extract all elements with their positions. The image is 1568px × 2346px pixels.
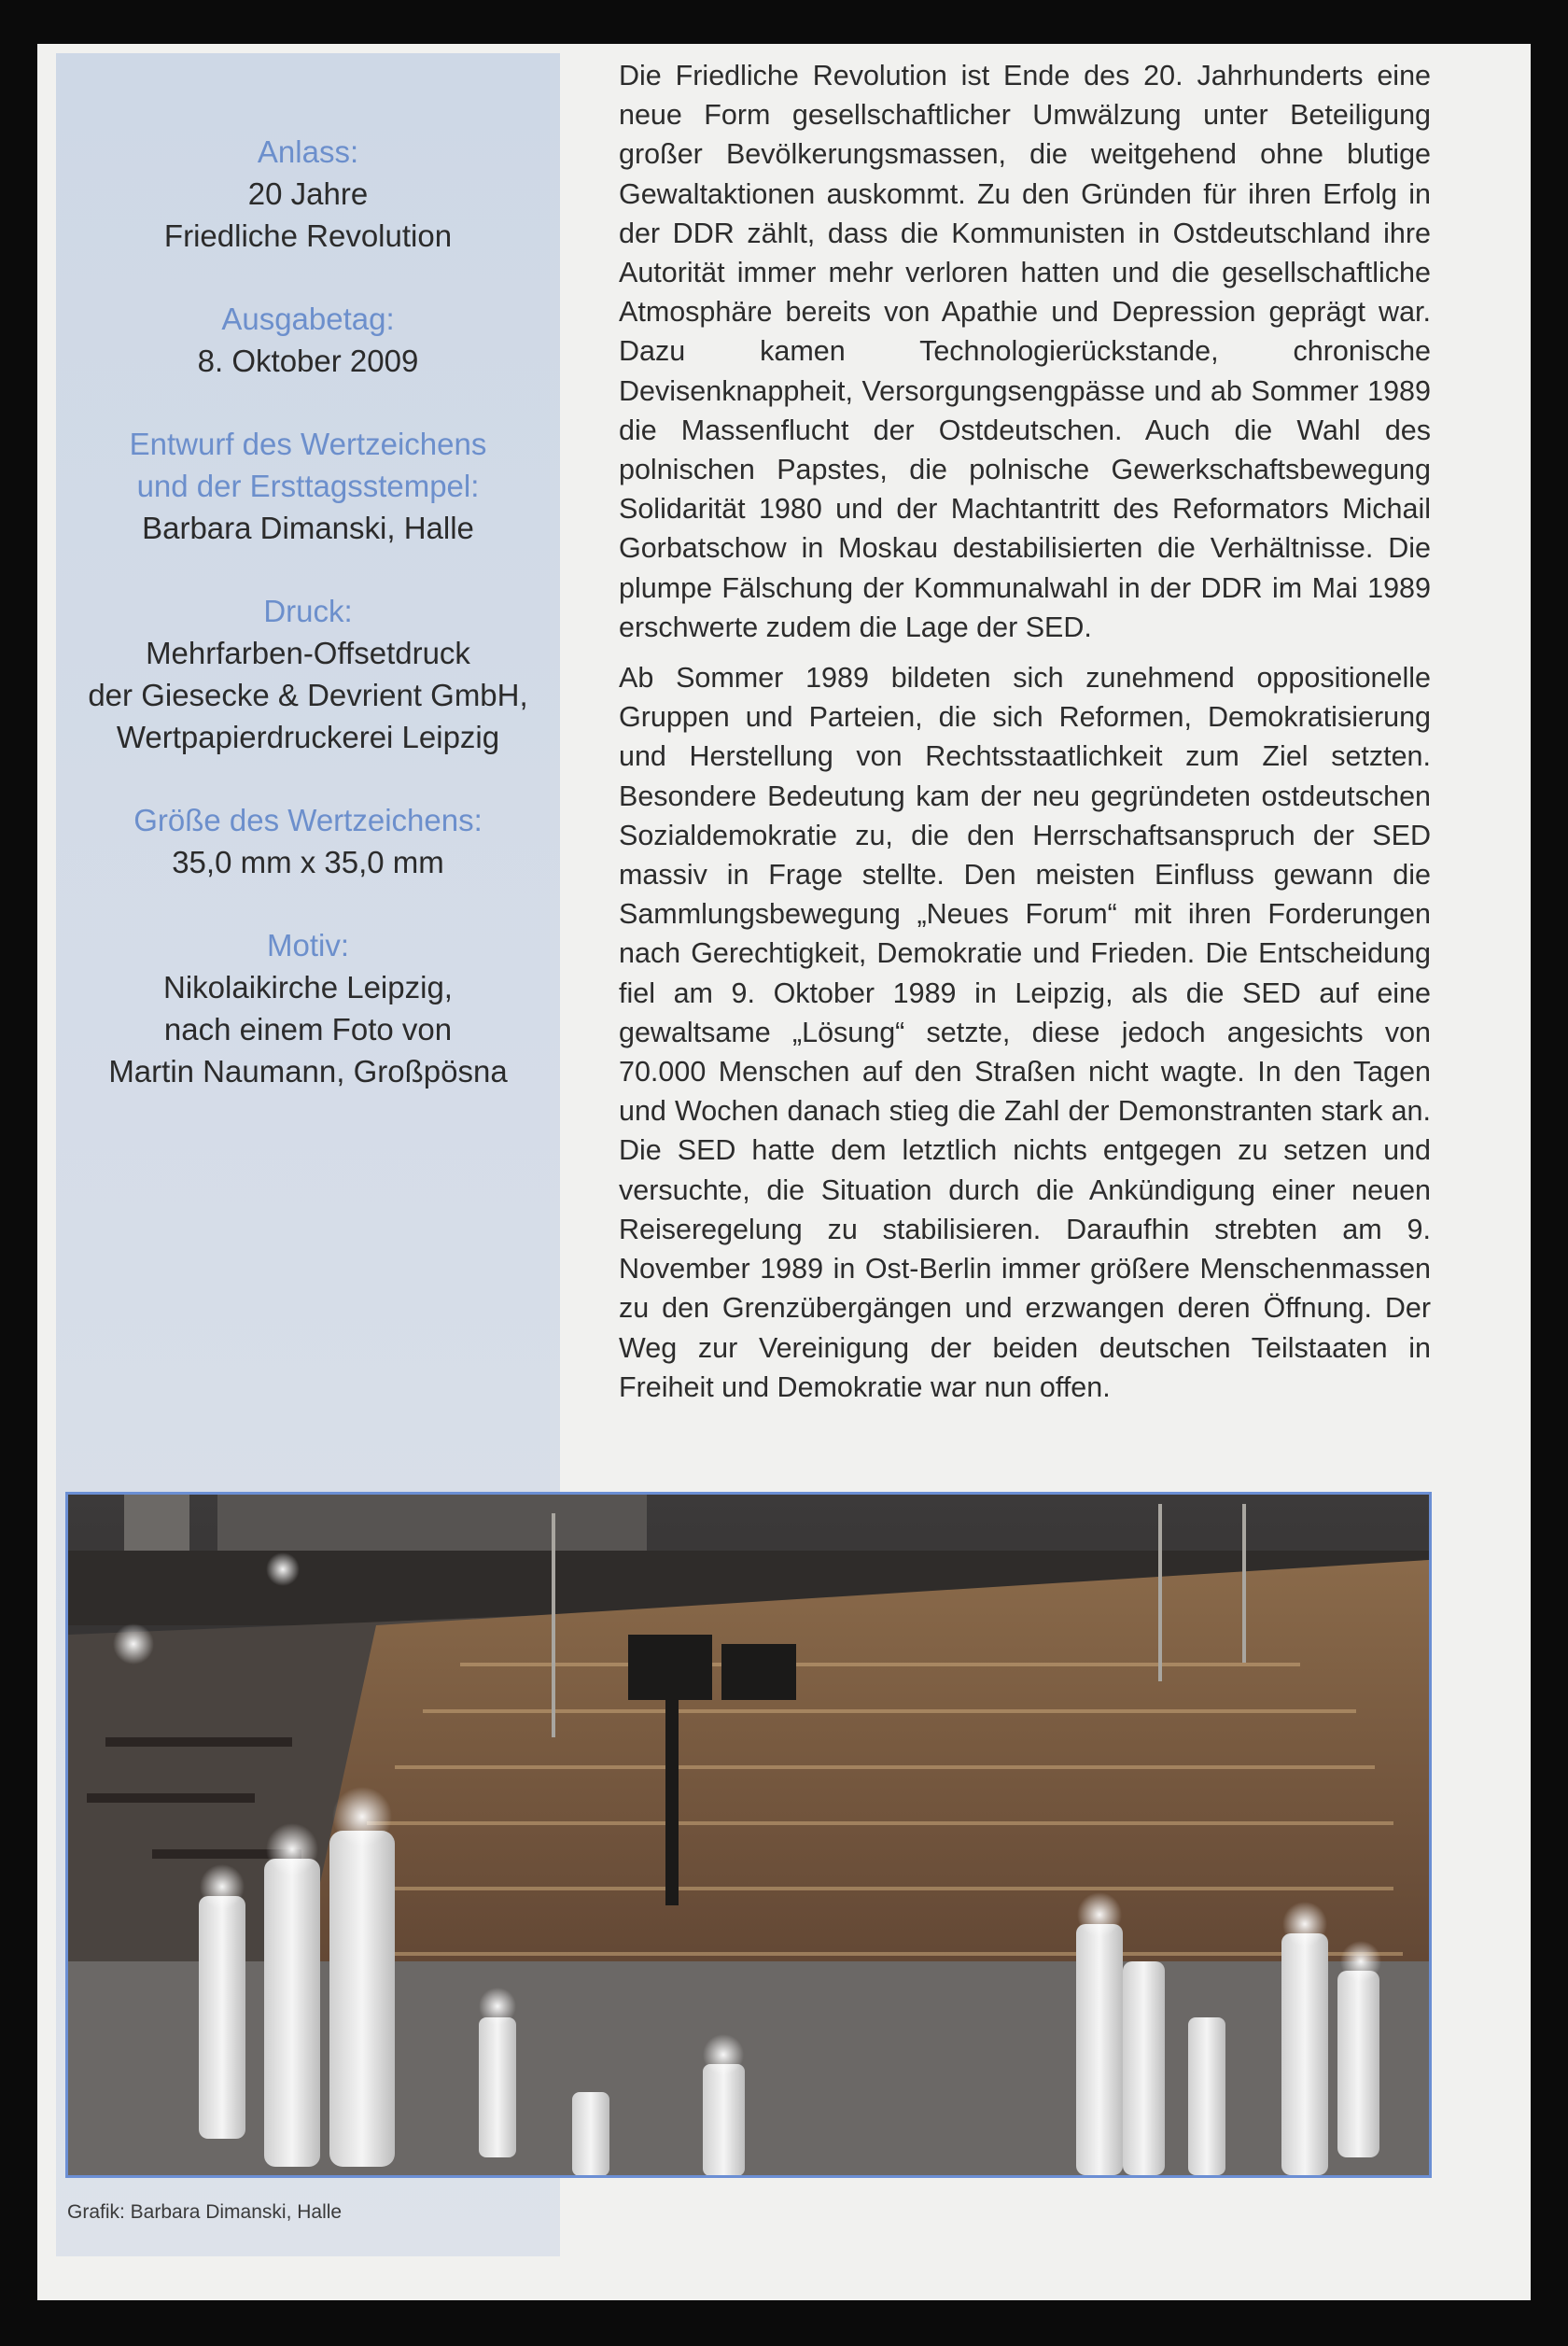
info-label-druck: Druck: xyxy=(263,594,353,628)
info-value: 20 Jahre xyxy=(247,176,369,211)
info-anlass xyxy=(56,131,560,257)
info-value: Mehrfarben-Offsetdruck xyxy=(146,636,470,670)
article-paragraph: Ab Sommer 1989 bildeten sich zunehmend oppositionelle Gruppen und Parteien, die sich Reformen, Demokratisierung und Herstellung von Rechtsstaatlichkeit zum Ziel setzten. Besondere Bedeutung kam der neu gegründeten ostdeutschen Sozialdemokratie zu, die den Herrschaftsanspruch der SED massiv in Frage stellte. Den meisten Einfluss gewann die Sammlungsbewegung „Neues Forum“ mit ihren Forderungen nach Gerechtigkeit, Demokratie und Frieden. Die Entscheidung fiel am 9. Oktober 1989 in Leipzig, als die SED auf eine gewaltsame „Lösung“ setzte, diese jedoch angesichts von 70.000 Menschen auf den Straßen nicht wagte. In den Tagen und Wochen danach stieg die Zahl der Demonstranten stark an. Die SED hatte dem letztlich nichts entgegen zu setzen und versuchte, die Situation durch die Ankündigung einer neuen Reiseregelung zu stabilisieren. Daraufhin strebten am 9. November 1989 in Ost-Berlin immer größere Menschenmassen zu den Grenzübergängen und erzwangen deren Öffnung. Der Weg zur Vereinigung der beiden deutschen Teilstaaten in Freiheit und Demokratie war nun offen. xyxy=(619,662,1431,1403)
building-facade xyxy=(217,1495,647,1560)
info-label-motiv: Motiv: xyxy=(266,928,349,962)
candle xyxy=(572,2092,609,2175)
candle xyxy=(199,1896,245,2139)
candle xyxy=(703,2064,745,2175)
info-groesse xyxy=(56,799,560,883)
article-body xyxy=(619,56,1431,1418)
info-value: Barbara Dimanski, Halle xyxy=(142,511,474,545)
info-value: Martin Naumann, Großpösna xyxy=(108,1054,508,1089)
info-value: Wertpapierdruckerei Leipzig xyxy=(116,720,500,754)
street-light xyxy=(266,1552,300,1586)
info-value: 8. Oktober 2009 xyxy=(197,344,419,378)
info-value: 35,0 mm x 35,0 mm xyxy=(172,845,444,879)
candle xyxy=(329,1831,395,2167)
info-label-entwurf: Entwurf des Wertzeichens xyxy=(129,427,487,461)
info-value: nach einem Foto von xyxy=(163,1012,453,1047)
info-label-ausgabetag: Ausgabetag: xyxy=(221,302,395,336)
info-value: Nikolaikirche Leipzig, xyxy=(163,970,453,1004)
photo-credit: Grafik: Barbara Dimanski, Halle xyxy=(67,2201,343,2223)
photo-illustration xyxy=(68,1495,1429,2175)
candle xyxy=(264,1859,320,2167)
street-light xyxy=(113,1623,154,1665)
info-entwurf xyxy=(56,423,560,549)
info-ausgabetag xyxy=(56,298,560,382)
info-label-entwurf-2: und der Ersttagsstempel: xyxy=(136,469,480,503)
candle xyxy=(479,2017,516,2157)
info-label-groesse: Größe des Wertzeichens: xyxy=(133,803,483,837)
candle xyxy=(1281,1933,1328,2175)
candle xyxy=(1188,2017,1225,2175)
stamp-info xyxy=(56,131,560,1133)
info-value: Friedliche Revolution xyxy=(163,218,453,253)
article-paragraph: Die Friedliche Revolution ist Ende des 20. Jahrhunderts eine neue Form gesellschaftlicher Umwälzung unter Beteiligung großer Bevölkerungsmassen, die weitgehend ohne blutige Gewaltaktionen auskommt. Zu den Gründen für ihren Erfolg in der DDR zählt, dass die Kommunisten in Ostdeutschland ihre Autorität immer mehr verloren hatten und die gesellschaftliche Atmosphäre bereits von Apathie und Depression geprägt war. Dazu kamen Technologierückstande, chronische Devisenknappheit, Versorgungsengpässe und ab Sommer 1989 die Massenflucht der Ostdeutschen. Auch die Wahl des polnischen Papstes, die polnische Gewerkschaftsbewegung Solidarität 1980 und der Machtantritt des Reformators Michail Gorbatschow in Moskau destabilisierten die Verhältnisse. Die plumpe Fälschung der Kommunalwahl in der DDR im Mai 1989 erschwerte zudem die Lage der SED. xyxy=(619,60,1431,643)
info-label-anlass: Anlass: xyxy=(257,134,359,169)
info-druck xyxy=(56,590,560,758)
candle xyxy=(1123,1961,1165,2175)
candle xyxy=(1337,1971,1379,2157)
demonstration-photo xyxy=(65,1492,1432,2178)
info-motiv xyxy=(56,924,560,1092)
candle xyxy=(1076,1924,1123,2175)
info-value: der Giesecke & Devrient GmbH, xyxy=(88,678,528,712)
